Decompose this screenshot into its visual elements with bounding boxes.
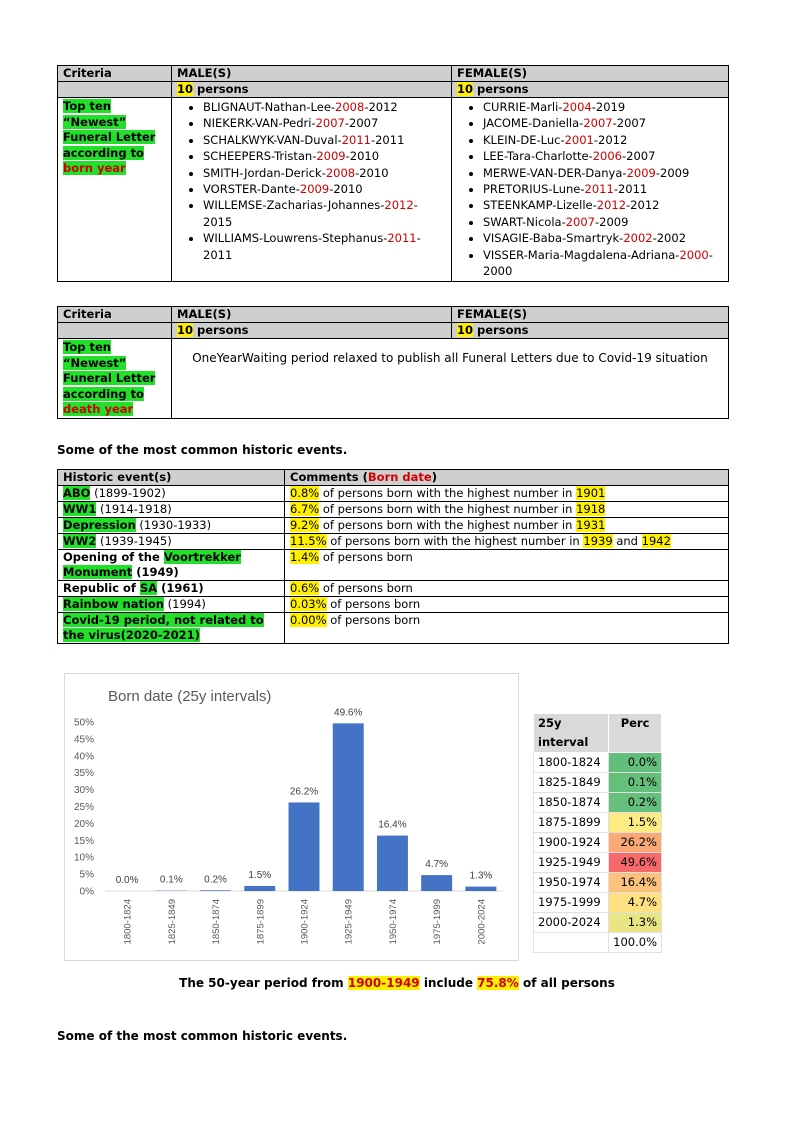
criteria-cell: Top ten “Newest” Funeral Letter according to death year [58, 339, 172, 419]
data-label: 4.7% [425, 859, 449, 871]
male-count: 10 [177, 82, 194, 96]
list-item: • JACOME-Daniella-2007-2007 [483, 115, 723, 131]
bar [421, 875, 452, 891]
covid-note: OneYearWaiting period relaxed to publish all Funeral Letters due to Covid-19 situation [172, 339, 729, 419]
comment-cell: 6.7% of persons born with the highest number in 1918 [285, 502, 729, 518]
x-tick-label: 1900-1924 [299, 899, 311, 945]
interval-cell: 1825-1849 [534, 773, 609, 793]
born-year-table: Criteria MALE(S) FEMALE(S) 10 persons 10 persons Top ten “Newest” Funeral Letter according to born year • BLIGNAUT-Nathan-Lee-2008-2012 • NIEKERK-VAN-Pedri-2007-2007 • SCHALKWYK-VAN-Duval-2011-2011 • SCHEEPERS-Tristan-2009-2010 • SMITH-Jordan-Derick-2008-2010 • VORSTER-Dante-2009-2010 • WILLEMSE-Zacharias-Johannes-2012-2015 • WILLIAMS-Louwrens-Stephanus-2011-2011 • CURRIE-Marli-2004-2019 • JACOME-Daniella-2007-2007 • KLEIN-DE-Luc-2001-2012 • LEE-Tara-Charlotte-2006-2007 • MERWE-VAN-DER-Danya-2009-2009 • PRETORIUS-Lune-2011-2011 • STEENKAMP-Lizelle-2012-2012 • SWART-Nicola-2007-2009 • VISAGIE-Baba-Smartryk-2002-2002 • VISSER-Maria-Magdalena-Adriana-2000-2000 [57, 65, 729, 282]
female-list [457, 99, 723, 279]
table-row [534, 753, 662, 773]
comments-header: Comments (Born date) [285, 470, 729, 486]
x-tick-label: 1875-1899 [255, 899, 267, 945]
comment-cell: 0.6% of persons born [285, 581, 729, 597]
interval-cell: 1975-1999 [534, 893, 609, 913]
male-header: MALE(S) [172, 66, 452, 82]
male-header: MALE(S) [172, 307, 452, 323]
percent-table [533, 713, 662, 953]
list-item: • SCHEEPERS-Tristan-2009-2010 [203, 148, 446, 164]
y-tick-label: 40% [73, 751, 94, 763]
table-row [58, 534, 729, 550]
male-count: 10 [177, 323, 194, 337]
comment-cell: 9.2% of persons born with the highest number in 1931 [285, 518, 729, 534]
y-tick-label: 5% [79, 869, 94, 881]
list-item: • BLIGNAUT-Nathan-Lee-2008-2012 [203, 99, 446, 115]
summary-period: 1900-1949 [347, 976, 420, 990]
perc-cell: 1.5% [609, 813, 662, 833]
data-label: 0.0% [115, 875, 139, 886]
table-row [534, 813, 662, 833]
born-date-chart [64, 673, 519, 961]
list-item: • MERWE-VAN-DER-Danya-2009-2009 [483, 165, 723, 181]
table-row [534, 873, 662, 893]
table-row [58, 486, 729, 502]
table-row [58, 597, 729, 613]
death-year-table: Criteria MALE(S) FEMALE(S) 10 persons 10 persons Top ten “Newest” Funeral Letter according to death year OneYearWaiting period relaxed to publish all Funeral Letters due to Covid-19 situation [57, 306, 729, 419]
bar [333, 723, 364, 891]
list-item: • VISSER-Maria-Magdalena-Adriana-2000-2000 [483, 247, 723, 280]
event-cell: WW1 (1914-1918) [58, 502, 285, 518]
event-cell: Republic of SA (1961) [58, 581, 285, 597]
summary-pct: 75.8% [477, 976, 519, 990]
comment-cell: 0.8% of persons born with the highest number in 1901 [285, 486, 729, 502]
data-label: 26.2% [289, 786, 319, 798]
list-item: • WILLIAMS-Louwrens-Stephanus-2011-2011 [203, 230, 446, 263]
bar [465, 887, 496, 891]
data-label: 0.2% [204, 874, 227, 886]
chart-title: Born date (25y intervals) [108, 688, 272, 705]
perc-cell: 4.7% [609, 893, 662, 913]
table-row [58, 613, 729, 644]
x-tick-label: 1925-1949 [343, 899, 355, 945]
list-item: • STEENKAMP-Lizelle-2012-2012 [483, 197, 723, 213]
comment-cell: 1.4% of persons born [285, 550, 729, 581]
comment-cell: 0.03% of persons born [285, 597, 729, 613]
perc-cell: 1.3% [609, 913, 662, 933]
list-item: • SMITH-Jordan-Derick-2008-2010 [203, 165, 446, 181]
table-row [58, 502, 729, 518]
data-label: 1.5% [248, 869, 272, 881]
interval-cell: 1900-1924 [534, 833, 609, 853]
event-header: Historic event(s) [58, 470, 285, 486]
y-tick-label: 50% [73, 717, 94, 729]
y-tick-label: 25% [73, 802, 94, 813]
perc-cell: 0.1% [609, 773, 662, 793]
list-item: • VORSTER-Dante-2009-2010 [203, 181, 446, 197]
criteria-header: Criteria [58, 307, 172, 323]
interval-cell: 1800-1824 [534, 753, 609, 773]
event-cell: Rainbow nation (1994) [58, 597, 285, 613]
list-item: • CURRIE-Marli-2004-2019 [483, 99, 723, 115]
list-item: • SCHALKWYK-VAN-Duval-2011-2011 [203, 132, 446, 148]
x-tick-label: 1825-1849 [166, 899, 178, 945]
perc-cell: 0.0% [609, 753, 662, 773]
y-tick-label: 45% [73, 734, 94, 746]
chart-svg [65, 674, 518, 960]
comment-cell: 0.00% of persons born [285, 613, 729, 644]
x-tick-label: 1850-1874 [211, 899, 223, 945]
table-row [534, 853, 662, 873]
event-cell: ABO (1899-1902) [58, 486, 285, 502]
list-item: • SWART-Nicola-2007-2009 [483, 214, 723, 230]
list-item: • KLEIN-DE-Luc-2001-2012 [483, 132, 723, 148]
table-row [58, 518, 729, 534]
interval-cell: 1850-1874 [534, 793, 609, 813]
data-label: 0.1% [159, 874, 183, 886]
x-tick-label: 1950-1974 [387, 899, 399, 945]
table-row [58, 581, 729, 597]
event-cell: Depression (1930-1933) [58, 518, 285, 534]
x-tick-label: 1800-1824 [122, 899, 134, 945]
interval-cell: 2000-2024 [534, 913, 609, 933]
female-header: FEMALE(S) [452, 307, 729, 323]
historic-events-table [57, 469, 729, 644]
total-row [534, 933, 662, 953]
events-heading: Some of the most common historic events. [57, 443, 348, 457]
y-tick-label: 30% [73, 785, 94, 797]
male-list [177, 99, 446, 263]
list-item: • NIEKERK-VAN-Pedri-2007-2007 [203, 115, 446, 131]
perc-cell: 16.4% [609, 873, 662, 893]
event-cell: Covid-19 period, not related to the virus(2020-2021) [58, 613, 285, 644]
perc-header: Perc [609, 714, 662, 753]
bar [244, 886, 275, 891]
table-row [534, 793, 662, 813]
total-cell: 100.0% [609, 933, 662, 953]
list-item: • LEE-Tara-Charlotte-2006-2007 [483, 148, 723, 164]
y-tick-label: 20% [73, 818, 94, 830]
female-count: 10 [457, 82, 474, 96]
perc-cell: 26.2% [609, 833, 662, 853]
table-row [58, 550, 729, 581]
list-item: • PRETORIUS-Lune-2011-2011 [483, 181, 723, 197]
y-tick-label: 10% [73, 852, 94, 864]
x-tick-label: 2000-2024 [476, 899, 488, 945]
table-row [534, 773, 662, 793]
summary-line: The 50-year period from 1900-1949 include 75.8% of all persons [179, 976, 615, 990]
female-header: FEMALE(S) [452, 66, 729, 82]
x-tick-label: 1975-1999 [432, 899, 444, 945]
female-count: 10 [457, 323, 474, 337]
list-item: • VISAGIE-Baba-Smartryk-2002-2002 [483, 230, 723, 246]
y-tick-label: 35% [73, 768, 94, 780]
event-cell: Opening of the Voortrekker Monument (1949) [58, 550, 285, 581]
event-cell: WW2 (1939-1945) [58, 534, 285, 550]
interval-cell: 1875-1899 [534, 813, 609, 833]
table-row [534, 833, 662, 853]
y-tick-label: 15% [73, 835, 94, 847]
criteria-header: Criteria [58, 66, 172, 82]
comment-cell: 11.5% of persons born with the highest number in 1939 and 1942 [285, 534, 729, 550]
y-tick-label: 0% [79, 886, 94, 898]
data-label: 16.4% [378, 819, 407, 831]
list-item: • WILLEMSE-Zacharias-Johannes-2012-2015 [203, 197, 446, 230]
interval-cell: 1950-1974 [534, 873, 609, 893]
perc-cell: 49.6% [609, 853, 662, 873]
data-label: 1.3% [469, 870, 493, 882]
footer-heading: Some of the most common historic events. [57, 1029, 348, 1043]
interval-cell: 1925-1949 [534, 853, 609, 873]
table-row [534, 913, 662, 933]
criteria-cell: Top ten “Newest” Funeral Letter according to born year [58, 98, 172, 282]
interval-header: 25y interval [534, 714, 609, 753]
bar [200, 890, 231, 891]
table-row [534, 893, 662, 913]
data-label: 49.6% [334, 707, 363, 719]
bar [377, 836, 408, 891]
perc-cell: 0.2% [609, 793, 662, 813]
bar [289, 802, 320, 891]
